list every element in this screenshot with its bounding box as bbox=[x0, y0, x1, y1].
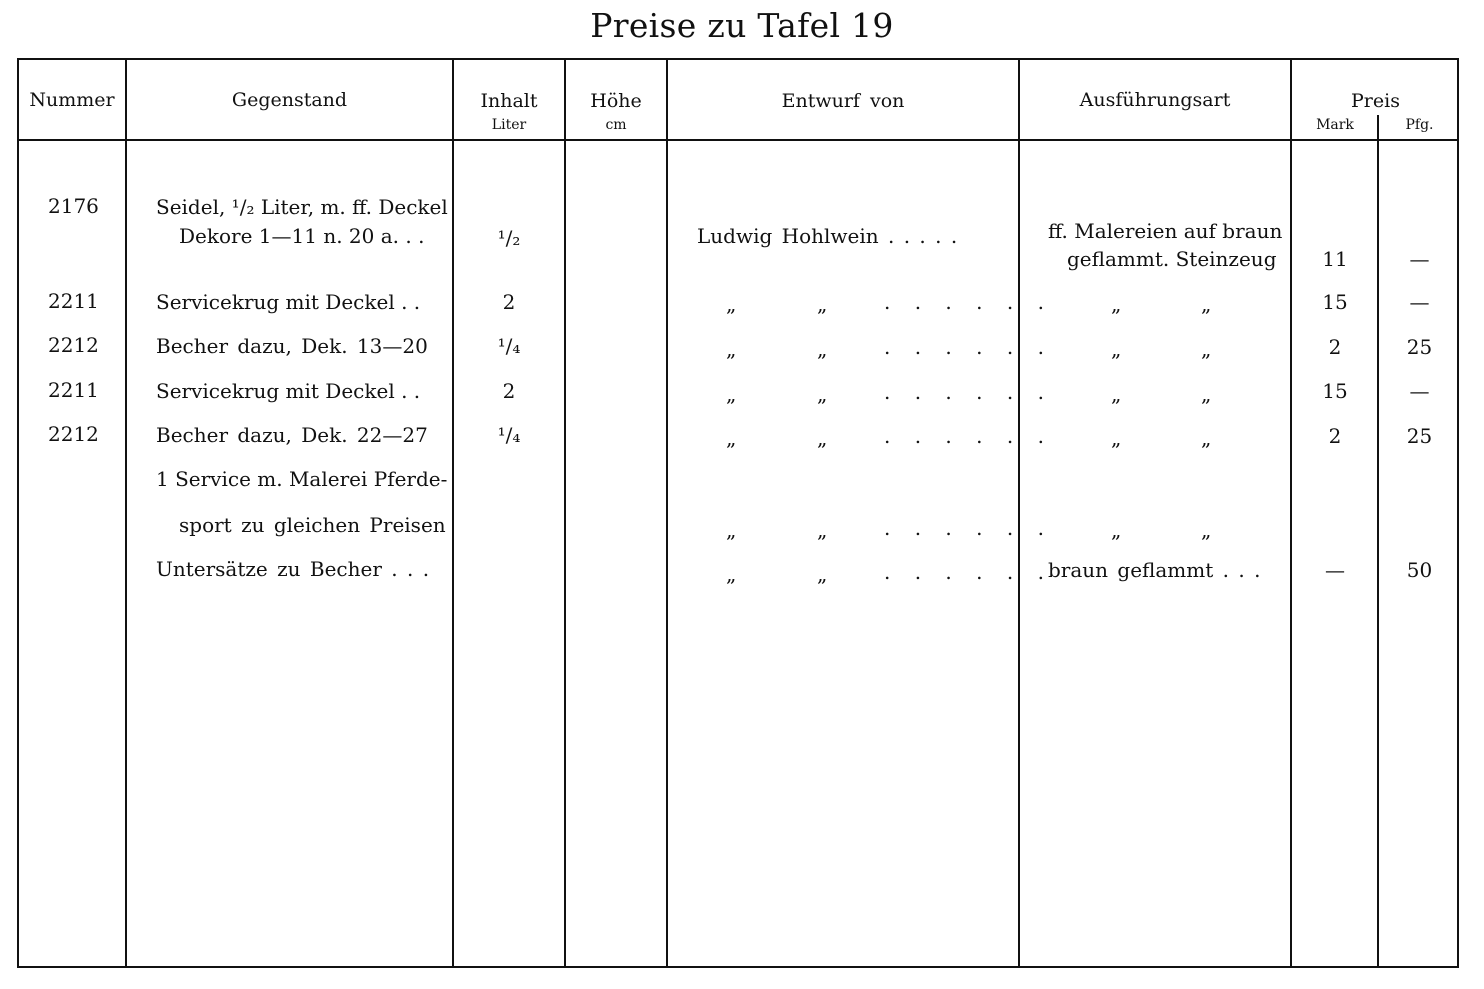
cell-entwurf-ditto: „ bbox=[726, 337, 737, 361]
cell-nummer: 2176 bbox=[48, 194, 99, 218]
header-entwurf: Entwurf von bbox=[781, 90, 905, 112]
cell-pfg: — bbox=[1409, 379, 1430, 403]
header-ausfuehrung: Ausführungsart bbox=[1079, 89, 1231, 111]
cell-gegenstand: sport zu gleichen Preisen bbox=[179, 513, 446, 537]
cell-mark: — bbox=[1325, 558, 1345, 582]
cell-nummer: 2212 bbox=[48, 422, 99, 446]
cell-nummer: 2212 bbox=[48, 333, 99, 357]
cell-mark: 2 bbox=[1328, 335, 1342, 359]
cell-pfg: 25 bbox=[1406, 335, 1433, 359]
cell-entwurf: Ludwig Hohlwein . . . . . bbox=[697, 224, 958, 248]
cell-ausfuehrung-ditto: „ bbox=[1201, 382, 1212, 406]
cell-entwurf-ditto: „ bbox=[817, 382, 828, 406]
cell-entwurf-dots: . . . . . . bbox=[884, 335, 1053, 359]
cell-gegenstand: Seidel, ¹/₂ Liter, m. ff. Deckel bbox=[156, 195, 448, 219]
cell-ausfuehrung-ditto: „ bbox=[1111, 292, 1122, 316]
header-hoehe-unit: cm bbox=[605, 117, 627, 133]
cell-ausfuehrung-ditto: „ bbox=[1111, 518, 1122, 542]
cell-gegenstand: 1 Service m. Malerei Pferde- bbox=[156, 467, 448, 491]
cell-pfg: — bbox=[1409, 290, 1430, 314]
cell-inhalt: ¹/₄ bbox=[497, 423, 521, 447]
cell-entwurf-ditto: „ bbox=[817, 337, 828, 361]
cell-mark: 2 bbox=[1328, 424, 1342, 448]
cell-entwurf-ditto: „ bbox=[817, 518, 828, 542]
cell-ausfuehrung-ditto: „ bbox=[1201, 518, 1212, 542]
header-gegenstand: Gegenstand bbox=[231, 89, 348, 111]
header-nummer: Nummer bbox=[29, 89, 115, 111]
cell-entwurf-ditto: „ bbox=[726, 426, 737, 450]
header-hoehe: Höhe bbox=[590, 90, 642, 112]
cell-ausfuehrung-ditto: „ bbox=[1201, 426, 1212, 450]
cell-inhalt: ¹/₂ bbox=[497, 226, 521, 250]
cell-entwurf-ditto: „ bbox=[817, 426, 828, 450]
cell-inhalt: ¹/₄ bbox=[497, 334, 521, 358]
column-rule bbox=[1290, 58, 1292, 968]
cell-pfg: — bbox=[1409, 247, 1430, 271]
cell-entwurf-ditto: „ bbox=[817, 292, 828, 316]
cell-entwurf-dots: . . . . . . bbox=[884, 424, 1053, 448]
cell-mark: 15 bbox=[1322, 379, 1348, 403]
cell-nummer: 2211 bbox=[48, 378, 99, 402]
header-preis: Preis bbox=[1351, 90, 1400, 112]
cell-entwurf-ditto: „ bbox=[726, 292, 737, 316]
page-title: Preise zu Tafel 19 bbox=[590, 6, 894, 45]
cell-ausfuehrung: ff. Malereien auf braun bbox=[1048, 219, 1283, 243]
header-pfg: Pfg. bbox=[1405, 117, 1434, 133]
column-rule bbox=[452, 58, 454, 968]
cell-entwurf-dots: . . . . . . bbox=[884, 560, 1053, 584]
header-inhalt: Inhalt bbox=[480, 90, 538, 112]
cell-mark: 11 bbox=[1322, 247, 1348, 271]
cell-entwurf-ditto: „ bbox=[817, 562, 828, 586]
cell-ausfuehrung: geflammt. Steinzeug bbox=[1067, 247, 1277, 271]
cell-mark: 15 bbox=[1322, 290, 1348, 314]
cell-entwurf-dots: . . . . . . bbox=[884, 516, 1053, 540]
column-rule bbox=[564, 58, 566, 968]
cell-entwurf-dots: . . . . . . bbox=[884, 380, 1053, 404]
cell-gegenstand: Servicekrug mit Deckel . . bbox=[156, 379, 421, 403]
header-rule bbox=[17, 139, 1459, 141]
header-inhalt-unit: Liter bbox=[491, 117, 527, 133]
cell-inhalt: 2 bbox=[502, 379, 516, 403]
cell-ausfuehrung-ditto: „ bbox=[1111, 426, 1122, 450]
price-subcolumn-rule bbox=[1377, 115, 1379, 968]
header-mark: Mark bbox=[1316, 117, 1354, 133]
cell-gegenstand: Becher dazu, Dek. 13—20 bbox=[156, 334, 428, 358]
cell-gegenstand: Untersätze zu Becher . . . bbox=[156, 557, 430, 581]
cell-ausfuehrung-ditto: „ bbox=[1201, 337, 1212, 361]
column-rule bbox=[1018, 58, 1020, 968]
cell-entwurf-ditto: „ bbox=[726, 562, 737, 586]
cell-pfg: 50 bbox=[1406, 558, 1433, 582]
column-rule bbox=[666, 58, 668, 968]
cell-ausfuehrung: braun geflammt . . . bbox=[1048, 558, 1261, 582]
cell-inhalt: 2 bbox=[502, 290, 516, 314]
cell-gegenstand: Dekore 1—11 n. 20 a. . . bbox=[179, 224, 425, 248]
cell-entwurf-ditto: „ bbox=[726, 382, 737, 406]
cell-gegenstand: Becher dazu, Dek. 22—27 bbox=[156, 423, 428, 447]
cell-pfg: 25 bbox=[1406, 424, 1433, 448]
cell-ausfuehrung-ditto: „ bbox=[1111, 382, 1122, 406]
cell-gegenstand: Servicekrug mit Deckel . . bbox=[156, 290, 421, 314]
column-rule bbox=[125, 58, 127, 968]
cell-nummer: 2211 bbox=[48, 289, 99, 313]
cell-entwurf-ditto: „ bbox=[726, 518, 737, 542]
cell-ausfuehrung-ditto: „ bbox=[1111, 337, 1122, 361]
cell-entwurf-dots: . . . . . . bbox=[884, 290, 1053, 314]
cell-ausfuehrung-ditto: „ bbox=[1201, 292, 1212, 316]
